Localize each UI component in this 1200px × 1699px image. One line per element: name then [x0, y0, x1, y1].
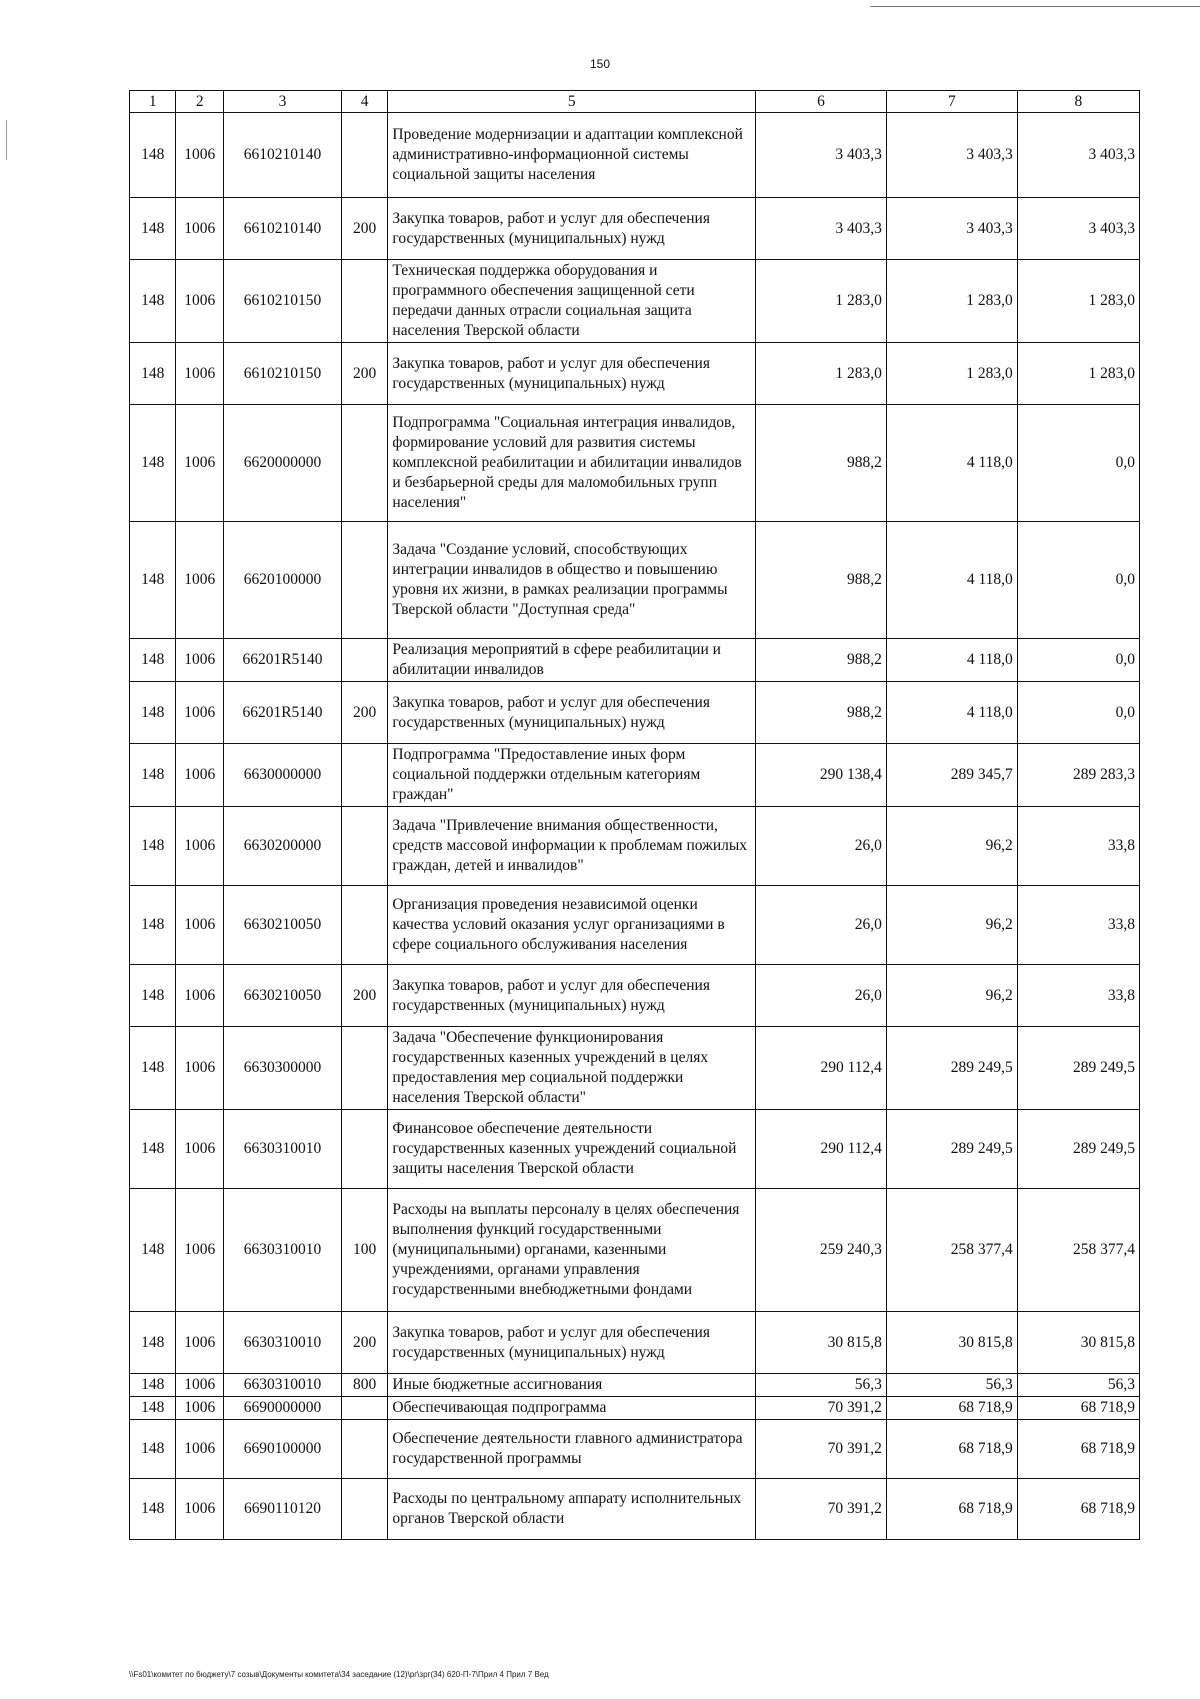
expense-type-cell	[341, 522, 387, 639]
expense-type-cell	[341, 1479, 387, 1540]
amount-year3-cell: 289 249,5	[1017, 1110, 1139, 1189]
target-article-cell: 6630310010	[224, 1110, 342, 1189]
amount-year1-cell: 3 403,3	[756, 198, 887, 260]
dept-code-cell: 148	[130, 1420, 176, 1479]
amount-year3-cell: 68 718,9	[1017, 1479, 1139, 1540]
column-header: 5	[388, 91, 756, 113]
column-header: 4	[341, 91, 387, 113]
description-cell: Техническая поддержка оборудования и программного обеспечения защищенной сети передачи данных отрасли социальная защита населения Тверской области	[388, 260, 756, 343]
dept-code-cell: 148	[130, 1189, 176, 1312]
expense-type-cell	[341, 744, 387, 807]
expense-type-cell	[341, 260, 387, 343]
section-code-cell: 1006	[176, 405, 224, 522]
expense-type-cell	[341, 807, 387, 886]
dept-code-cell: 148	[130, 965, 176, 1027]
amount-year2-cell: 1 283,0	[886, 343, 1017, 405]
section-code-cell: 1006	[176, 1189, 224, 1312]
dept-code-cell: 148	[130, 1397, 176, 1420]
expense-type-cell: 200	[341, 965, 387, 1027]
scan-artifact	[6, 120, 7, 160]
expense-type-cell: 200	[341, 682, 387, 744]
amount-year3-cell: 33,8	[1017, 886, 1139, 965]
amount-year3-cell: 0,0	[1017, 522, 1139, 639]
amount-year2-cell: 258 377,4	[886, 1189, 1017, 1312]
description-cell: Задача "Привлечение внимания общественности, средств массовой информации к проблемам пожилых граждан, детей и инвалидов"	[388, 807, 756, 886]
dept-code-cell: 148	[130, 1479, 176, 1540]
expense-type-cell: 200	[341, 343, 387, 405]
description-cell: Задача "Создание условий, способствующих интеграции инвалидов в общество и повышению уровня их жизни, в рамках реализации программы Тверской области "Доступная среда"	[388, 522, 756, 639]
section-code-cell: 1006	[176, 1479, 224, 1540]
dept-code-cell: 148	[130, 405, 176, 522]
target-article-cell: 66201R5140	[224, 682, 342, 744]
amount-year1-cell: 70 391,2	[756, 1397, 887, 1420]
section-code-cell: 1006	[176, 522, 224, 639]
budget-table	[129, 90, 1140, 1540]
table-row	[130, 405, 1140, 522]
expense-type-cell	[341, 1110, 387, 1189]
section-code-cell: 1006	[176, 886, 224, 965]
column-header: 3	[224, 91, 342, 113]
table-row	[130, 886, 1140, 965]
table-row	[130, 744, 1140, 807]
target-article-cell: 66201R5140	[224, 639, 342, 682]
section-code-cell: 1006	[176, 1420, 224, 1479]
amount-year1-cell: 30 815,8	[756, 1312, 887, 1374]
amount-year1-cell: 70 391,2	[756, 1420, 887, 1479]
dept-code-cell: 148	[130, 113, 176, 198]
target-article-cell: 6610210150	[224, 343, 342, 405]
description-cell: Организация проведения независимой оценки качества условий оказания услуг организациями в сфере социального обслуживания населения	[388, 886, 756, 965]
target-article-cell: 6620100000	[224, 522, 342, 639]
table-row	[130, 113, 1140, 198]
section-code-cell: 1006	[176, 113, 224, 198]
target-article-cell: 6630210050	[224, 965, 342, 1027]
amount-year1-cell: 26,0	[756, 886, 887, 965]
expense-type-cell	[341, 405, 387, 522]
table-row	[130, 343, 1140, 405]
target-article-cell: 6690000000	[224, 1397, 342, 1420]
amount-year1-cell: 988,2	[756, 405, 887, 522]
table-row	[130, 807, 1140, 886]
scan-edge-line	[870, 6, 1200, 7]
section-code-cell: 1006	[176, 682, 224, 744]
table-row	[130, 1397, 1140, 1420]
amount-year2-cell: 289 345,7	[886, 744, 1017, 807]
target-article-cell: 6630310010	[224, 1312, 342, 1374]
amount-year3-cell: 68 718,9	[1017, 1397, 1139, 1420]
expense-type-cell: 200	[341, 198, 387, 260]
section-code-cell: 1006	[176, 1110, 224, 1189]
footer-file-path: \\Fs01\комитет по бюджету\7 созыв\Документы комитета\34 заседание (12)\рг\зрг(34) 620-П-7\Прил 4 Прил 7 Вед	[129, 1670, 549, 1679]
target-article-cell: 6630000000	[224, 744, 342, 807]
column-header: 8	[1017, 91, 1139, 113]
expense-type-cell: 200	[341, 1312, 387, 1374]
amount-year2-cell: 68 718,9	[886, 1420, 1017, 1479]
section-code-cell: 1006	[176, 744, 224, 807]
amount-year2-cell: 68 718,9	[886, 1397, 1017, 1420]
dept-code-cell: 148	[130, 343, 176, 405]
table-row	[130, 682, 1140, 744]
amount-year2-cell: 96,2	[886, 886, 1017, 965]
amount-year1-cell: 988,2	[756, 522, 887, 639]
amount-year2-cell: 289 249,5	[886, 1027, 1017, 1110]
amount-year1-cell: 26,0	[756, 807, 887, 886]
amount-year3-cell: 3 403,3	[1017, 198, 1139, 260]
amount-year2-cell: 30 815,8	[886, 1312, 1017, 1374]
column-header: 7	[886, 91, 1017, 113]
amount-year2-cell: 3 403,3	[886, 113, 1017, 198]
amount-year3-cell: 1 283,0	[1017, 260, 1139, 343]
expense-type-cell	[341, 1027, 387, 1110]
amount-year3-cell: 3 403,3	[1017, 113, 1139, 198]
description-cell: Задача "Обеспечение функционирования государственных казенных учреждений в целях предоставления мер социальной поддержки населения Тверской области"	[388, 1027, 756, 1110]
amount-year2-cell: 4 118,0	[886, 639, 1017, 682]
target-article-cell: 6620000000	[224, 405, 342, 522]
amount-year2-cell: 96,2	[886, 807, 1017, 886]
target-article-cell: 6630310010	[224, 1374, 342, 1397]
amount-year1-cell: 259 240,3	[756, 1189, 887, 1312]
amount-year1-cell: 988,2	[756, 682, 887, 744]
target-article-cell: 6610210140	[224, 198, 342, 260]
dept-code-cell: 148	[130, 1312, 176, 1374]
description-cell: Подпрограмма "Предоставление иных форм социальной поддержки отдельным категориям граждан"	[388, 744, 756, 807]
table-row	[130, 1312, 1140, 1374]
dept-code-cell: 148	[130, 639, 176, 682]
dept-code-cell: 148	[130, 522, 176, 639]
table-row	[130, 1027, 1140, 1110]
table-row	[130, 198, 1140, 260]
table-header-row	[130, 91, 1140, 113]
amount-year1-cell: 3 403,3	[756, 113, 887, 198]
column-header: 6	[756, 91, 887, 113]
amount-year2-cell: 1 283,0	[886, 260, 1017, 343]
description-cell: Расходы на выплаты персоналу в целях обеспечения выполнения функций государственными (муниципальными) органами, казенными учреждениями, органами управления государственными внебюджетными фондами	[388, 1189, 756, 1312]
amount-year1-cell: 290 112,4	[756, 1110, 887, 1189]
target-article-cell: 6630310010	[224, 1189, 342, 1312]
table-row	[130, 1110, 1140, 1189]
amount-year2-cell: 3 403,3	[886, 198, 1017, 260]
expense-type-cell: 800	[341, 1374, 387, 1397]
dept-code-cell: 148	[130, 260, 176, 343]
target-article-cell: 6610210150	[224, 260, 342, 343]
amount-year2-cell: 96,2	[886, 965, 1017, 1027]
section-code-cell: 1006	[176, 1312, 224, 1374]
table-row	[130, 639, 1140, 682]
amount-year1-cell: 26,0	[756, 965, 887, 1027]
table-row	[130, 1374, 1140, 1397]
amount-year3-cell: 56,3	[1017, 1374, 1139, 1397]
description-cell: Финансовое обеспечение деятельности государственных казенных учреждений социальной защиты населения Тверской области	[388, 1110, 756, 1189]
table-row	[130, 1479, 1140, 1540]
amount-year3-cell: 0,0	[1017, 405, 1139, 522]
expense-type-cell: 100	[341, 1189, 387, 1312]
section-code-cell: 1006	[176, 1027, 224, 1110]
amount-year3-cell: 289 283,3	[1017, 744, 1139, 807]
dept-code-cell: 148	[130, 1110, 176, 1189]
amount-year2-cell: 4 118,0	[886, 522, 1017, 639]
description-cell: Обеспечивающая подпрограмма	[388, 1397, 756, 1420]
dept-code-cell: 148	[130, 682, 176, 744]
amount-year3-cell: 30 815,8	[1017, 1312, 1139, 1374]
section-code-cell: 1006	[176, 343, 224, 405]
section-code-cell: 1006	[176, 807, 224, 886]
target-article-cell: 6630300000	[224, 1027, 342, 1110]
amount-year2-cell: 4 118,0	[886, 405, 1017, 522]
amount-year3-cell: 33,8	[1017, 965, 1139, 1027]
amount-year3-cell: 0,0	[1017, 639, 1139, 682]
description-cell: Подпрограмма "Социальная интеграция инвалидов, формирование условий для развития системы комплексной реабилитации и абилитации инвалидов и безбарьерной среды для маломобильных групп населения"	[388, 405, 756, 522]
description-cell: Закупка товаров, работ и услуг для обеспечения государственных (муниципальных) нужд	[388, 682, 756, 744]
amount-year2-cell: 289 249,5	[886, 1110, 1017, 1189]
table-row	[130, 965, 1140, 1027]
amount-year2-cell: 68 718,9	[886, 1479, 1017, 1540]
dept-code-cell: 148	[130, 1027, 176, 1110]
description-cell: Обеспечение деятельности главного администратора государственной программы	[388, 1420, 756, 1479]
target-article-cell: 6690110120	[224, 1479, 342, 1540]
column-header: 1	[130, 91, 176, 113]
dept-code-cell: 148	[130, 1374, 176, 1397]
description-cell: Закупка товаров, работ и услуг для обеспечения государственных (муниципальных) нужд	[388, 198, 756, 260]
amount-year1-cell: 1 283,0	[756, 343, 887, 405]
expense-type-cell	[341, 886, 387, 965]
amount-year1-cell: 70 391,2	[756, 1479, 887, 1540]
page-number: 150	[589, 57, 611, 71]
section-code-cell: 1006	[176, 965, 224, 1027]
amount-year1-cell: 290 138,4	[756, 744, 887, 807]
section-code-cell: 1006	[176, 639, 224, 682]
amount-year1-cell: 1 283,0	[756, 260, 887, 343]
amount-year3-cell: 289 249,5	[1017, 1027, 1139, 1110]
description-cell: Закупка товаров, работ и услуг для обеспечения государственных (муниципальных) нужд	[388, 1312, 756, 1374]
amount-year3-cell: 258 377,4	[1017, 1189, 1139, 1312]
dept-code-cell: 148	[130, 886, 176, 965]
table-row	[130, 1420, 1140, 1479]
section-code-cell: 1006	[176, 260, 224, 343]
expense-type-cell	[341, 113, 387, 198]
expense-type-cell	[341, 1397, 387, 1420]
section-code-cell: 1006	[176, 1374, 224, 1397]
amount-year3-cell: 33,8	[1017, 807, 1139, 886]
amount-year1-cell: 290 112,4	[756, 1027, 887, 1110]
target-article-cell: 6690100000	[224, 1420, 342, 1479]
target-article-cell: 6630210050	[224, 886, 342, 965]
description-cell: Расходы по центральному аппарату исполнительных органов Тверской области	[388, 1479, 756, 1540]
description-cell: Иные бюджетные ассигнования	[388, 1374, 756, 1397]
description-cell: Проведение модернизации и адаптации комплексной административно-информационной системы социальной защиты населения	[388, 113, 756, 198]
dept-code-cell: 148	[130, 198, 176, 260]
description-cell: Реализация мероприятий в сфере реабилитации и абилитации инвалидов	[388, 639, 756, 682]
amount-year3-cell: 0,0	[1017, 682, 1139, 744]
amount-year2-cell: 4 118,0	[886, 682, 1017, 744]
table-row	[130, 260, 1140, 343]
dept-code-cell: 148	[130, 744, 176, 807]
amount-year2-cell: 56,3	[886, 1374, 1017, 1397]
description-cell: Закупка товаров, работ и услуг для обеспечения государственных (муниципальных) нужд	[388, 343, 756, 405]
table-row	[130, 522, 1140, 639]
amount-year1-cell: 56,3	[756, 1374, 887, 1397]
expense-type-cell	[341, 1420, 387, 1479]
column-header: 2	[176, 91, 224, 113]
target-article-cell: 6630200000	[224, 807, 342, 886]
amount-year1-cell: 988,2	[756, 639, 887, 682]
amount-year3-cell: 1 283,0	[1017, 343, 1139, 405]
expense-type-cell	[341, 639, 387, 682]
section-code-cell: 1006	[176, 198, 224, 260]
dept-code-cell: 148	[130, 807, 176, 886]
description-cell: Закупка товаров, работ и услуг для обеспечения государственных (муниципальных) нужд	[388, 965, 756, 1027]
amount-year3-cell: 68 718,9	[1017, 1420, 1139, 1479]
target-article-cell: 6610210140	[224, 113, 342, 198]
table-row	[130, 1189, 1140, 1312]
section-code-cell: 1006	[176, 1397, 224, 1420]
